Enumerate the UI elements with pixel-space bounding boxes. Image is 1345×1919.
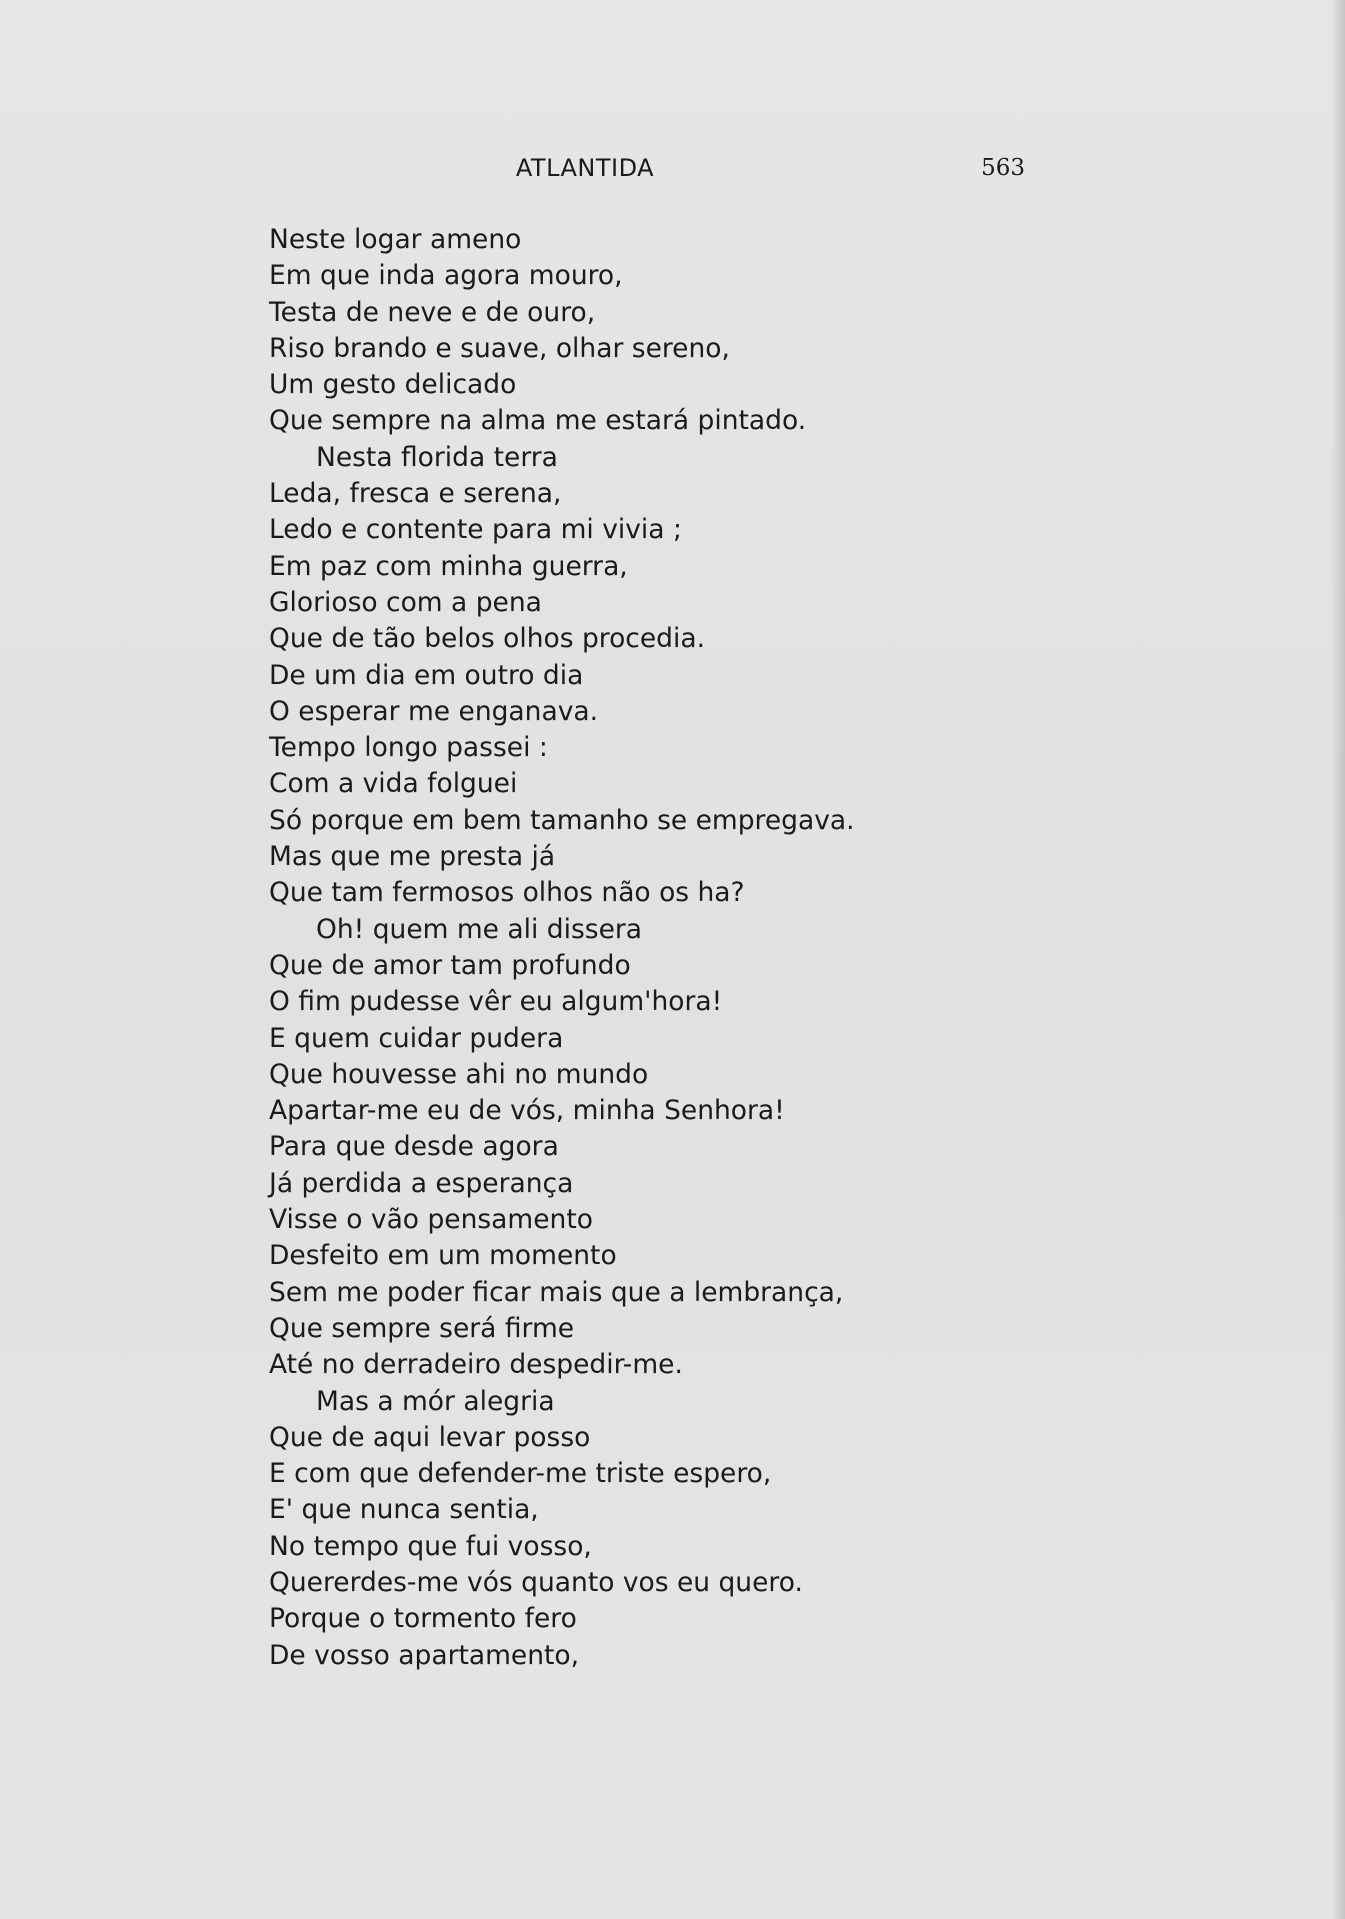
poem-line: Ledo e contente para mi vivia ; bbox=[269, 514, 682, 546]
poem-line: Oh! quem me ali dissera bbox=[316, 913, 643, 945]
poem-line: De um dia em outro dia bbox=[269, 659, 584, 691]
poem-line: Para que desde agora bbox=[269, 1131, 559, 1163]
poem-line: Com a vida folguei bbox=[269, 768, 518, 800]
poem-line: Mas que me presta já bbox=[269, 841, 556, 873]
poem-line: Um gesto delicado bbox=[269, 369, 517, 401]
page-number: 563 bbox=[981, 155, 1025, 181]
poem-line: Tempo longo passei : bbox=[269, 732, 548, 764]
poem-line: Testa de neve e de ouro, bbox=[269, 296, 596, 328]
poem-line: O esperar me enganava. bbox=[269, 695, 599, 727]
running-title: ATLANTIDA bbox=[515, 154, 655, 182]
poem-line: Em paz com minha guerra, bbox=[269, 550, 628, 582]
poem-line: Quererdes-me vós quanto vos eu quero. bbox=[269, 1566, 803, 1598]
poem-text bbox=[269, 222, 1229, 1674]
poem-line: Que sempre será firme bbox=[269, 1312, 575, 1344]
poem-line: E' que nunca sentia, bbox=[269, 1494, 539, 1526]
poem-line: Sem me poder ficar mais que a lembrança, bbox=[269, 1276, 844, 1308]
poem-line: Desfeito em um momento bbox=[269, 1240, 617, 1272]
poem-line: De vosso apartamento, bbox=[269, 1639, 580, 1671]
poem-line: Que de amor tam profundo bbox=[269, 949, 631, 981]
poem-line: Já perdida a esperança bbox=[269, 1167, 574, 1199]
poem-line: Que sempre na alma me estará pintado. bbox=[269, 405, 807, 437]
poem-line: Até no derradeiro despedir-me. bbox=[269, 1349, 683, 1381]
poem-line: Apartar-me eu de vós, minha Senhora! bbox=[269, 1095, 785, 1127]
poem-line: Visse o vão pensamento bbox=[269, 1204, 593, 1236]
poem-line: Que de aqui levar posso bbox=[269, 1421, 591, 1453]
poem-line: Glorioso com a pena bbox=[269, 586, 542, 618]
poem-line: Leda, fresca e serena, bbox=[269, 478, 562, 510]
poem-line: Neste logar ameno bbox=[269, 224, 522, 255]
poem-line: E quem cuidar pudera bbox=[269, 1022, 564, 1054]
poem-line: Riso brando e suave, olhar sereno, bbox=[269, 332, 730, 364]
poem-line: Que tam fermosos olhos não os ha? bbox=[269, 877, 745, 909]
poem-line: Porque o tormento fero bbox=[269, 1603, 577, 1635]
poem-line: Que de tão belos olhos procedia. bbox=[269, 623, 706, 655]
poem-line: No tempo que fui vosso, bbox=[269, 1530, 592, 1562]
poem-line: Que houvesse ahi no mundo bbox=[269, 1058, 649, 1090]
poem-line: Mas a mór alegria bbox=[316, 1385, 555, 1417]
poem-line: Em que inda agora mouro, bbox=[269, 260, 623, 292]
poem-line: O fim pudesse vêr eu algum'hora! bbox=[269, 986, 723, 1018]
poem-line: Nesta florida terra bbox=[316, 441, 558, 473]
poem-line: Só porque em bem tamanho se empregava. bbox=[269, 804, 855, 836]
poem-line: E com que defender-me triste espero, bbox=[269, 1458, 772, 1490]
page-edge-shadow bbox=[1331, 0, 1345, 1919]
